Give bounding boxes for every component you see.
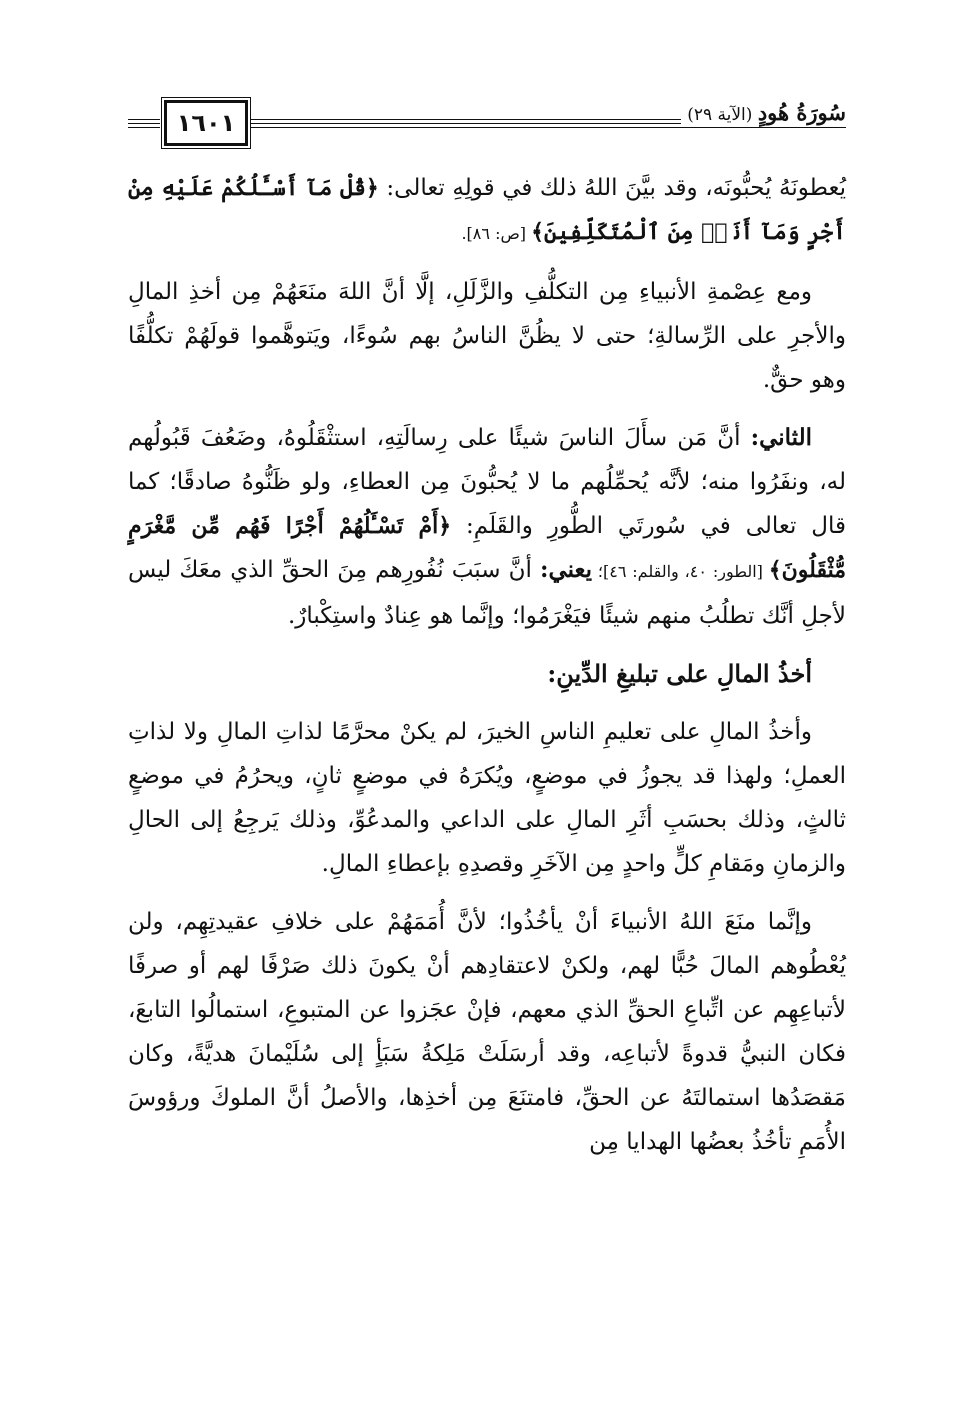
page-body <box>128 166 846 1178</box>
paragraph-2: ومع عِصْمةِ الأنبياءِ مِن التكلُّفِ والزَّلَلِ، إلَّا أنَّ اللهَ منَعَهُمْ مِن أخذِ المالِ والأجرِ على الرِّسالةِ؛ حتى لا يظُنَّ الناسُ بهم سُوءًا، ويَتوهَّموا قولَهُمْ تكلُّفًا وهو حقٌّ. <box>128 279 846 393</box>
quran-verse: ﴿قُلْ مَآ أَسْـَٔلُكُمْ عَلَيْهِ مِنْ أَجْرٍ وَمَآ أَنَا۠ مِنَ ٱلْمُتَكَلِّفِينَ﴾ <box>128 175 846 245</box>
paragraph-1 <box>128 166 846 256</box>
section-heading: أخذُ المالِ على تبليغِ الدِّينِ: <box>547 659 812 688</box>
header-rule <box>128 127 160 128</box>
page-header <box>128 96 846 152</box>
verse-citation: [الطور: ٤٠، والقلم: ٤٦]؛ <box>592 562 769 581</box>
quran-verse: ﴿أَمْ تَسْـَٔلُهُمْ أَجْرًا فَهُم مِّن مَّغْرَمٍ مُّثْقَلُونَ﴾ <box>128 513 846 583</box>
paragraph-text: أنَّ مَن سأَلَ الناسَ شيئًا على رِسالَتِهِ، استثْقَلُوهُ، وضَعُفَ قَبُولُهم له، ونفَرُوا منه؛ لأنَّه يُحمِّلُهم ما لا يُحبُّونَ مِن العطاءِ، ولو ظَنُّوهُ صادقًا؛ كما قال تعالى في سُورتَي الطُّورِ والقَلَمِ: <box>128 425 846 539</box>
running-title <box>681 100 846 125</box>
paragraph-text: أنَّ سبَبَ نُفُورِهم مِنَ الحقِّ الذي معَكَ ليس لأجلِ أنَّك تطلُبُ منهم شيئًا فيَغْرَمُوا؛ وإنَّما هو عِنادٌ واستِكْبارٌ. <box>128 557 846 629</box>
explanation-label: يعني: <box>539 556 593 583</box>
paragraph-4: وأخذُ المالِ على تعليمِ الناسِ الخيرَ، لم يكنْ محرَّمًا لذاتِ المالِ ولا لذاتِ العملِ؛ ولهذا قد يجوزُ في موضعٍ، ويُكرَهُ في موضعٍ ثانٍ، ويحرُمُ في موضعٍ ثالثٍ، وذلك بحسَبِ أثَرِ المالِ على الداعي والمدعُوِّ، وذلك يَرجِعُ إلى الحالِ والزمانِ ومَقامِ كلٍّ واحدٍ مِن الآخَرِ وقصدِهِ بإعطاءِ المالِ. <box>128 719 846 877</box>
point-label: الثاني: <box>750 424 812 451</box>
paragraph-text: يُعطونَهُ يُحبُّونَه، وقد بيَّنَ اللهُ ذلك في قولِهِ تعالى: <box>378 175 846 201</box>
paragraph-5: وإنَّما منَعَ اللهُ الأنبياءَ أنْ يأخُذُوا؛ لأنَّ أُمَمَهُمْ على خلافِ عقيدتِهِم، ولن يُعْطُوهم المالَ حُبًّا لهم، ولكنْ لاعتقادِهم أنْ يكونَ ذلك صَرْفًا لهم أو صرفًا لأتباعِهِم عن اتِّباعِ الحقِّ الذي معهم، فإنْ عجَزوا عن المتبوعِ، استمالُوا التابعَ، فكان النبيُّ قدوةً لأتباعِه، وقد أرسَلَتْ مَلِكةُ سَبَأٍ إلى سُلَيْمانَ هديَّةً، وكان مَقصَدُها استمالتَهُ عن الحقِّ، فامتنَعَ مِن أخذِها، والأصلُ أنَّ الملوكَ ورؤوسَ الأُمَمِ تأخُذُ بعضُها الهدايا مِن <box>128 909 846 1155</box>
page-number: ١٦٠١ <box>176 109 236 137</box>
ayah-reference: (الآية ٢٩) <box>687 105 753 125</box>
header-rule <box>250 127 846 128</box>
verse-citation: [ص: ٨٦]. <box>461 224 532 243</box>
header-rule <box>128 123 160 124</box>
page-number-box <box>164 100 248 146</box>
header-rule <box>128 119 160 120</box>
surah-name: سُورَةُ هُودٍ <box>757 100 846 125</box>
paragraph-3 <box>128 416 846 638</box>
